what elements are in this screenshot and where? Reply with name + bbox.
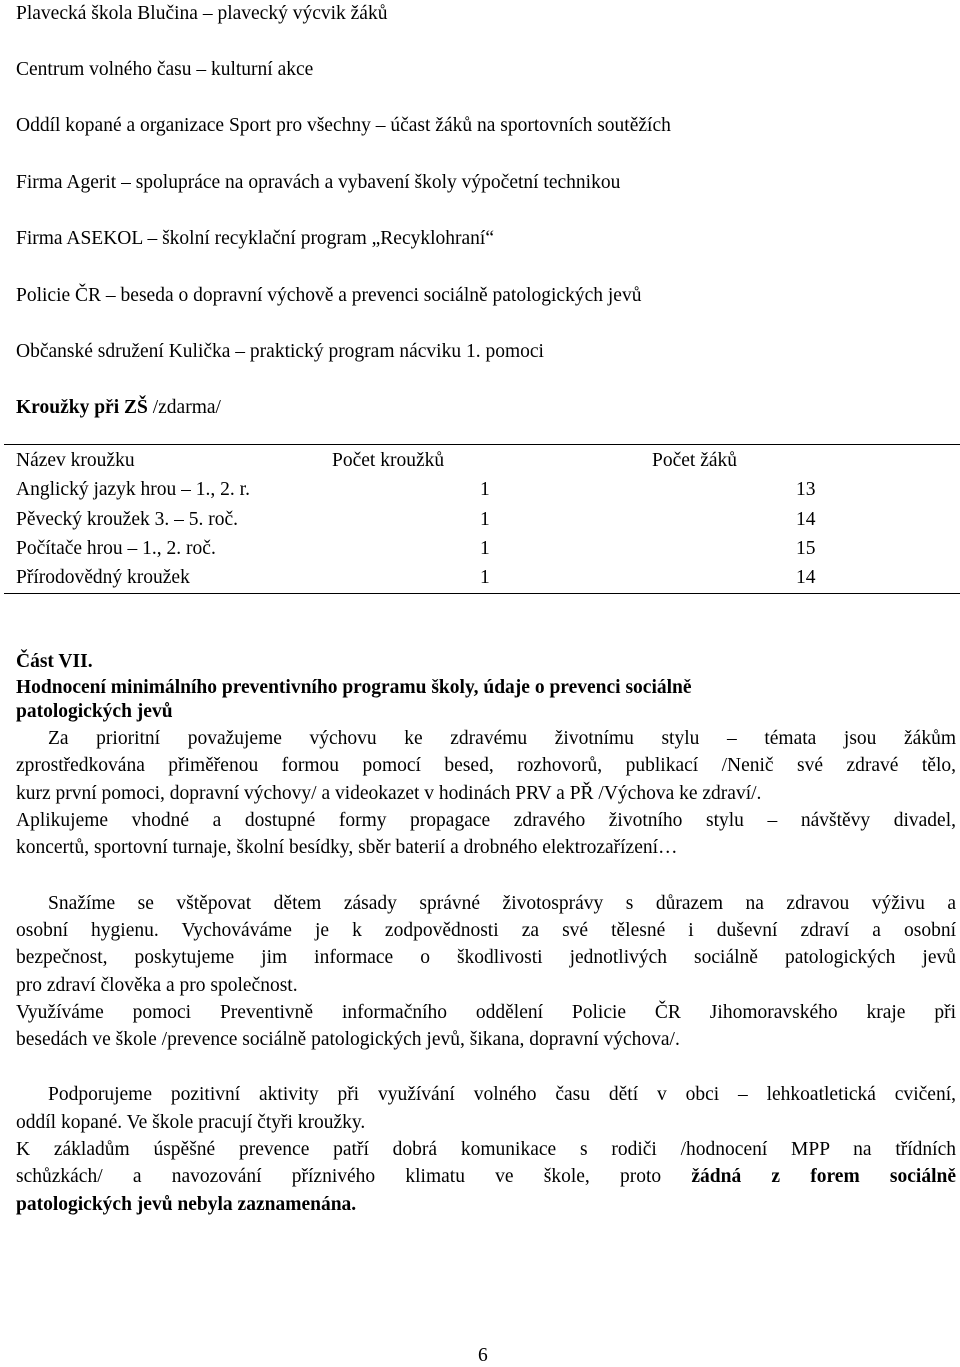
club-count: 1 (480, 538, 490, 559)
paragraph-emphasis: žádná z forem sociálně (691, 1166, 956, 1188)
partner-line: Firma Agerit – spolupráce na opravách a vybavení školy výpočetní technikou (16, 172, 621, 193)
paragraph-line: Využíváme pomoci Preventivně informačního oddělení Policie ČR Jihomoravského kraje při (16, 1001, 956, 1023)
paragraph-line: koncertů, sportovní turnaje, školní besídky, sběr baterií a drobného elektrozařízení… (16, 837, 678, 859)
page-number: 6 (478, 1345, 488, 1366)
partner-line: Plavecká škola Blučina – plavecký výcvik žáků (16, 3, 388, 24)
paragraph-line: besedách ve škole /prevence sociálně patologických jevů, šikana, dopravní výchova/. (16, 1029, 680, 1051)
paragraph-line (16, 1165, 956, 1192)
paragraph-line: Podporujeme pozitivní aktivity při využívání volného času dětí v obci – lehkoatletická cvičení, (48, 1084, 956, 1106)
paragraph-activities (16, 1083, 956, 1138)
section-vii (16, 650, 956, 1220)
section-title-line: patologických jevů (16, 700, 173, 722)
table-row (4, 537, 960, 567)
clubs-heading (16, 396, 221, 419)
club-name: Anglický jazyk hrou – 1., 2. r. (16, 479, 250, 500)
clubs-table (4, 444, 960, 594)
paragraph-line: pro zdraví člověka a pro společnost. (16, 974, 298, 996)
club-count: 1 (480, 567, 490, 588)
club-count: 1 (480, 479, 490, 500)
clubs-heading-bold: Kroužky při ZŠ (16, 397, 148, 418)
club-pupils: 14 (796, 509, 816, 530)
paragraph-line: Za prioritní považujeme výchovu ke zdravému životnímu stylu – témata jsou žákům (48, 728, 956, 750)
partner-line: Firma ASEKOL – školní recyklační program „Recyklohraní“ (16, 228, 494, 249)
club-name: Počítače hrou – 1., 2. roč. (16, 538, 216, 559)
club-pupils: 14 (796, 567, 816, 588)
table-header-row (4, 449, 960, 479)
column-header-pupils: Počet žáků (652, 450, 738, 471)
paragraph-line: K základům úspěšné prevence patří dobrá komunikace s rodiči /hodnocení MPP na třídních (16, 1139, 956, 1161)
club-count: 1 (480, 509, 490, 530)
section-title (16, 676, 956, 723)
paragraph-line: zprostředkována přiměřenou formou pomocí besed, rozhovorů, publikací /Nenič své zdravé tělo, (16, 755, 956, 777)
clubs-heading-note: /zdarma/ (147, 397, 221, 418)
club-pupils: 13 (796, 479, 816, 500)
paragraph-line: osobní hygienu. Vychováváme je k zodpovědnosti za své tělesné i duševní zdraví a osobní (16, 919, 956, 941)
club-pupils: 15 (796, 538, 816, 559)
table-row (4, 566, 960, 596)
paragraph-promotion (16, 809, 956, 864)
paragraph-line: bezpečnost, poskytujeme jim informace o škodlivosti jednotlivých sociálně patologických jevů (16, 947, 956, 969)
section-title-line: Hodnocení minimálního preventivního programu školy, údaje o prevenci sociálně (16, 677, 692, 699)
paragraph-line: oddíl kopané. Ve škole pracují čtyři kroužky. (16, 1111, 366, 1133)
column-header-count: Počet kroužků (332, 450, 445, 471)
partner-line: Oddíl kopané a organizace Sport pro všechny – účast žáků na sportovních soutěžích (16, 115, 671, 136)
paragraph-line: kurz první pomoci, dopravní výchovy/ a videokazet v hodinách PRV a PŘ /Výchova ke zdraví/. (16, 782, 762, 804)
paragraph-police (16, 1001, 956, 1056)
club-name: Přírodovědný kroužek (16, 567, 190, 588)
section-part-label: Část VII. (16, 651, 93, 672)
paragraph-line: Snažíme se vštěpovat dětem zásady správné životosprávy s důrazem na zdravou výživu a (48, 892, 956, 914)
partner-line: Centrum volného času – kulturní akce (16, 59, 314, 80)
paragraph-health-education (16, 727, 956, 809)
partner-line: Občanské sdružení Kulička – praktický program nácviku 1. pomoci (16, 341, 544, 362)
partner-line: Policie ČR – beseda o dopravní výchově a prevenci sociálně patologických jevů (16, 285, 642, 306)
paragraph-hygiene (16, 892, 956, 1001)
table-row (4, 478, 960, 508)
paragraph-line: Aplikujeme vhodné a dostupné formy propagace zdravého životního stylu – návštěvy divadel, (16, 810, 956, 832)
paragraph-emphasis-line: patologických jevů nebyla zaznamenána. (16, 1193, 357, 1215)
column-header-name: Název kroužku (16, 450, 135, 471)
club-name: Pěvecký kroužek 3. – 5. roč. (16, 509, 239, 530)
table-row (4, 508, 960, 538)
paragraph-communication (16, 1138, 956, 1220)
paragraph-text: schůzkách/ a navozování příznivého klimatu ve škole, proto (16, 1166, 692, 1188)
